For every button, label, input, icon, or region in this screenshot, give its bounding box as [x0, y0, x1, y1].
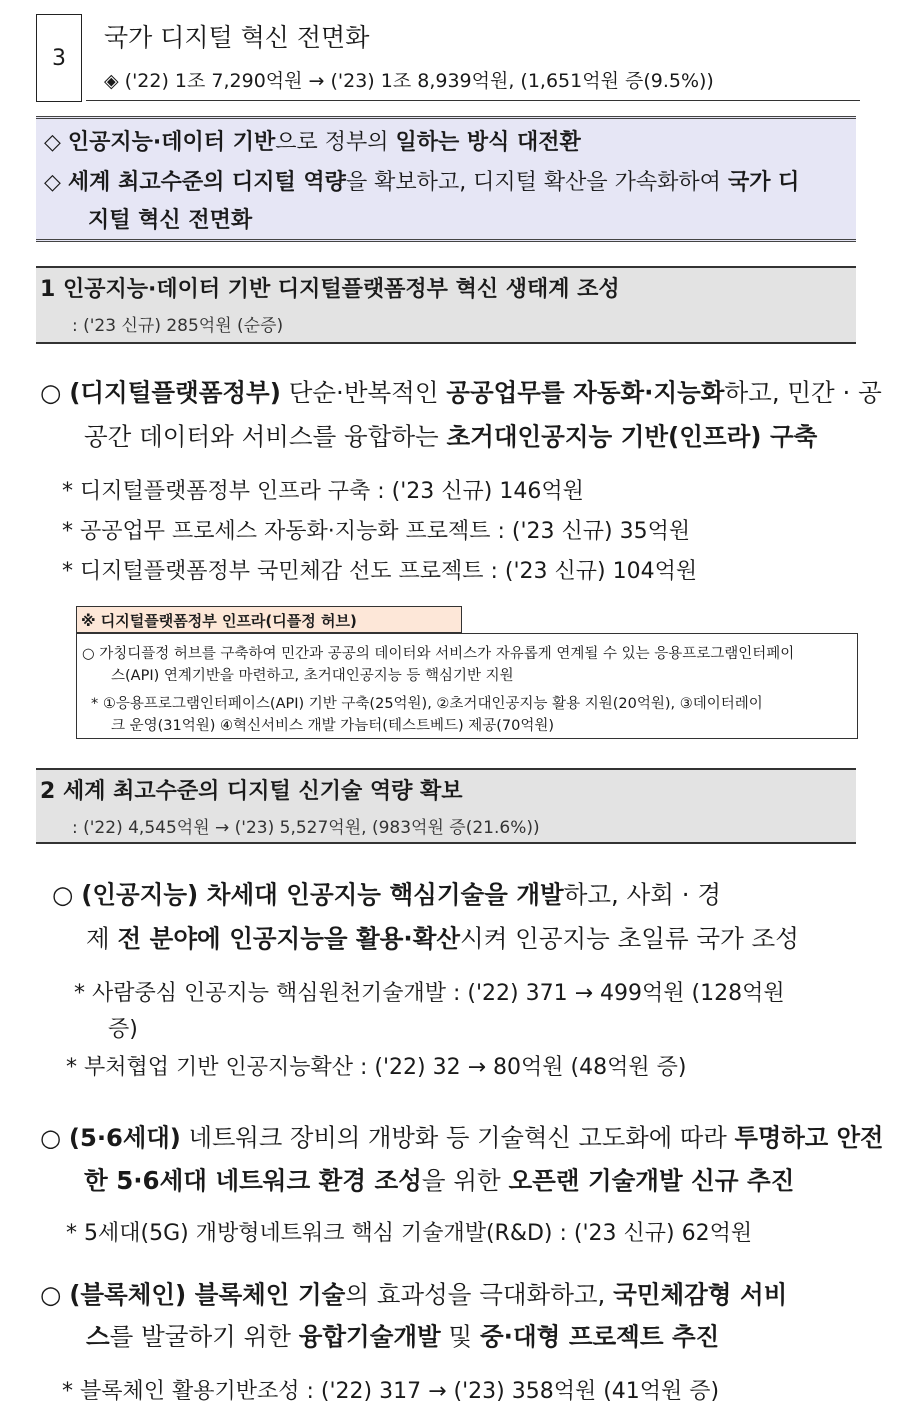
summary-line-3	[88, 203, 252, 234]
list-item-continuation: 증)	[108, 1017, 138, 1042]
summary-line-2	[44, 165, 799, 196]
section-number-box	[36, 14, 82, 102]
list-item: * 디지털플랫폼정부 인프라 구축 : ('23 신규) 146억원	[62, 479, 584, 504]
para-bold: 오픈랜 기술개발 신규 추진	[508, 1166, 795, 1195]
note-line: ○ 가칭디플정 허브를 구축하여 민간과 공공의 데이터와 서비스가 자유롭게 연계될 수 있는 응용프로그램인터페이	[82, 646, 795, 662]
section-number: 3	[52, 45, 66, 71]
summary-bold: 국가 디	[727, 170, 800, 195]
section-2-header	[36, 768, 856, 844]
budget-summary: ◈ ('22) 1조 7,290억원 → ('23) 1조 8,939억원, (1,651억원 증(9.5%))	[104, 70, 714, 92]
para-text: 제	[86, 924, 118, 953]
para-text: 단순·반복적인	[280, 378, 447, 407]
para-bold: (5·6세대)	[68, 1123, 181, 1152]
note-line: 스(API) 연계기반을 마련하고, 초거대인공지능 등 핵심기반 지원	[111, 668, 514, 684]
list-item: * 부처협업 기반 인공지능확산 : ('22) 32 → 80억원 (48억원 증)	[66, 1055, 687, 1080]
summary-text: 으로 정부의	[275, 130, 396, 155]
para-text: 의 효과성을 극대화하고,	[345, 1280, 614, 1309]
circle-bullet-icon: ○	[40, 1280, 62, 1309]
summary-line-1	[44, 125, 581, 156]
header-divider	[86, 100, 860, 101]
para-bold: 공공업무를 자동화·지능화	[446, 378, 725, 407]
blockchain-paragraph-line-2	[86, 1318, 719, 1353]
circle-bullet-icon: ○	[40, 378, 62, 407]
para-bold: (디지털플랫폼정부)	[69, 378, 281, 407]
section-2-title: 2 세계 최고수준의 디지털 신기술 역량 확보	[40, 779, 463, 804]
diamond-bullet-icon: ◇	[44, 170, 61, 195]
note-label: ※ 디지털플랫폼정부 인프라(디플정 허브)	[76, 606, 462, 633]
blockchain-paragraph-line-1	[40, 1276, 787, 1311]
network-paragraph-line-1	[40, 1118, 883, 1153]
ai-paragraph-line-1	[52, 876, 721, 911]
dpg-paragraph-line-2	[84, 418, 817, 453]
circle-bullet-icon: ○	[40, 1123, 62, 1152]
circle-bullet-icon: ○	[52, 880, 74, 909]
list-item: * 디지털플랫폼정부 국민체감 선도 프로젝트 : ('23 신규) 104억원	[62, 559, 698, 584]
list-item: * 공공업무 프로세스 자동화·지능화 프로젝트 : ('23 신규) 35억원	[62, 519, 691, 544]
section-1-header	[36, 266, 856, 344]
summary-box	[36, 116, 856, 242]
summary-bold: 인공지능·데이터 기반	[67, 130, 276, 155]
para-bold: 한 5·6세대 네트워크 환경 조성	[84, 1166, 422, 1195]
para-bold: 전 분야에 인공지능을 활용·확산	[117, 924, 461, 953]
para-text: 및	[440, 1322, 480, 1351]
note-line: * ①응용프로그램인터페이스(API) 기반 구축(25억원), ②초거대인공지능 활용 지원(20억원), ③데이터레이	[91, 696, 763, 712]
section-1-title: 1 인공지능·데이터 기반 디지털플랫폼정부 혁신 생태계 조성	[40, 277, 620, 302]
diamond-bullet-icon: ◇	[44, 130, 61, 155]
list-item: * 사람중심 인공지능 핵심원천기술개발 : ('22) 371 → 499억원 (128억원	[74, 981, 785, 1006]
para-bold: 융합기술개발	[298, 1322, 441, 1351]
dpg-paragraph-line-1	[40, 374, 882, 409]
network-paragraph-line-2	[84, 1162, 794, 1197]
para-text: 네트워크 장비의 개방화 등 기술혁신 고도화에 따라	[180, 1123, 735, 1152]
para-bold: (블록체인) 블록체인 기술	[69, 1280, 346, 1309]
note-line: 크 운영(31억원) ④혁신서비스 개발 가늠터(테스트베드) 제공(70억원)	[111, 718, 555, 734]
para-text: 시켜 인공지능 초일류 국가 조성	[460, 924, 799, 953]
para-text: 하고, 사회 · 경	[563, 880, 721, 909]
para-text: 를 발굴하기 위한	[109, 1322, 299, 1351]
summary-bold: 지털 혁신 전면화	[88, 208, 253, 233]
section-1-budget: : ('23 신규) 285억원 (순증)	[72, 316, 284, 336]
ai-paragraph-line-2	[86, 920, 799, 955]
para-text: 공간 데이터와 서비스를 융합하는	[84, 422, 447, 451]
section-2-budget: : ('22) 4,545억원 → ('23) 5,527억원, (983억원 증(21.6%))	[72, 818, 540, 838]
note-box	[76, 633, 858, 739]
para-bold: 스	[86, 1322, 110, 1351]
para-text: 하고, 민간 · 공	[724, 378, 882, 407]
para-bold: 중·대형 프로젝트 추진	[479, 1322, 720, 1351]
summary-bold: 일하는 방식 대전환	[395, 130, 581, 155]
para-bold: 국민체감형 서비	[613, 1280, 788, 1309]
para-bold: 투명하고 안전	[734, 1123, 884, 1152]
page-title: 국가 디지털 혁신 전면화	[104, 23, 370, 52]
summary-text: 을 확보하고, 디지털 확산을 가속화하여	[345, 170, 728, 195]
para-bold: 초거대인공지능 기반(인프라) 구축	[446, 422, 818, 451]
para-text: 을 위한	[421, 1166, 509, 1195]
list-item: * 블록체인 활용기반조성 : ('22) 317 → ('23) 358억원 (41억원 증)	[62, 1379, 720, 1404]
list-item: * 5세대(5G) 개방형네트워크 핵심 기술개발(R&D) : ('23 신규) 62억원	[66, 1221, 753, 1246]
summary-bold: 세계 최고수준의 디지털 역량	[67, 170, 346, 195]
para-bold: (인공지능) 차세대 인공지능 핵심기술을 개발	[81, 880, 564, 909]
